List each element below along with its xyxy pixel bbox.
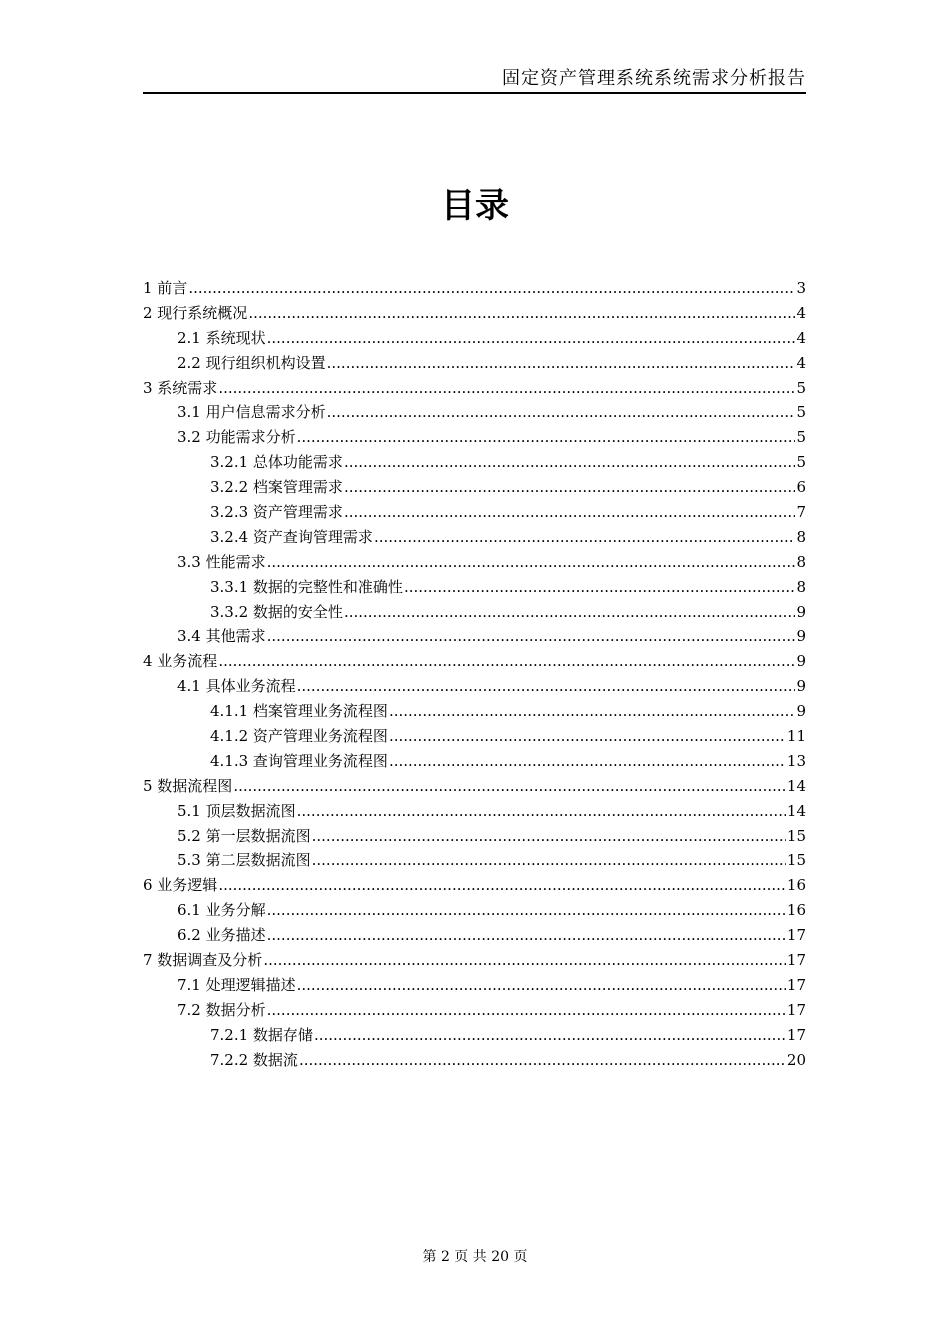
- toc-entry-label: 3.4 其他需求: [177, 627, 266, 646]
- toc-entry-page: 17: [786, 951, 806, 970]
- toc-entry-page: 8: [796, 552, 806, 571]
- toc-entry-label: 4.1.2 资产管理业务流程图: [210, 727, 388, 746]
- toc-entry[interactable]: [143, 278, 806, 303]
- toc-entry-page: 17: [786, 1025, 806, 1044]
- toc-entry-page: 15: [786, 851, 806, 870]
- toc-dot-leader: [327, 353, 796, 373]
- toc-entry-label: 6.1 业务分解: [177, 901, 266, 920]
- toc-dot-leader: [344, 477, 796, 497]
- toc-entry-page: 5: [796, 378, 806, 397]
- toc-entry[interactable]: [143, 303, 806, 328]
- toc-entry-label: 5.3 第二层数据流图: [177, 851, 311, 870]
- toc-entry[interactable]: [143, 602, 806, 627]
- toc-dot-leader: [267, 626, 796, 646]
- toc-title: 目录: [441, 186, 509, 226]
- header-title: 固定资产管理系统系统需求分析报告: [502, 68, 806, 89]
- toc-entry-page: 16: [786, 901, 806, 920]
- toc-entry[interactable]: [143, 527, 806, 552]
- toc-entry[interactable]: [143, 402, 806, 427]
- toc-entry[interactable]: [143, 801, 806, 826]
- toc-dot-leader: [267, 328, 796, 348]
- toc-dot-leader: [389, 751, 786, 771]
- toc-entry[interactable]: [143, 477, 806, 502]
- toc-entry-label: 3.2 功能需求分析: [177, 428, 296, 447]
- toc-entry-label: 4.1 具体业务流程: [177, 677, 296, 696]
- page-header: [143, 64, 806, 94]
- toc-entry[interactable]: [143, 1000, 806, 1025]
- toc-entry[interactable]: [143, 826, 806, 851]
- toc-dot-leader: [297, 676, 796, 696]
- toc-dot-leader: [267, 925, 786, 945]
- toc-entry-label: 3.2.4 资产查询管理需求: [210, 527, 373, 546]
- toc-entry[interactable]: [143, 378, 806, 403]
- toc-entry[interactable]: [143, 502, 806, 527]
- toc-entry[interactable]: [143, 1050, 806, 1075]
- toc-dot-leader: [344, 452, 796, 472]
- toc-entry-page: 9: [796, 602, 806, 621]
- toc-entry-label: 2.1 系统现状: [177, 328, 266, 347]
- toc-entry-page: 4: [796, 328, 806, 347]
- toc-entry-label: 7 数据调查及分析: [143, 951, 263, 970]
- toc-entry[interactable]: [143, 353, 806, 378]
- toc-entry-page: 9: [796, 627, 806, 646]
- toc-entry-label: 5.1 顶层数据流图: [177, 801, 296, 820]
- toc-entry-label: 7.2.1 数据存储: [210, 1025, 313, 1044]
- toc-entry-page: 14: [786, 801, 806, 820]
- toc-dot-leader: [312, 850, 786, 870]
- toc-entry-label: 5 数据流程图: [143, 776, 233, 795]
- toc-dot-leader: [297, 427, 796, 447]
- toc-entry[interactable]: [143, 577, 806, 602]
- toc-entry[interactable]: [143, 975, 806, 1000]
- toc-dot-leader: [218, 378, 795, 398]
- toc-entry[interactable]: [143, 552, 806, 577]
- toc-entry-label: 4.1.1 档案管理业务流程图: [210, 702, 388, 721]
- toc-entry[interactable]: [143, 726, 806, 751]
- toc-entry-page: 9: [796, 702, 806, 721]
- toc-entry-page: 9: [796, 677, 806, 696]
- toc-entry-page: 8: [796, 527, 806, 546]
- toc-entry-label: 6 业务逻辑: [143, 876, 218, 895]
- toc-entry[interactable]: [143, 676, 806, 701]
- toc-entry[interactable]: [143, 900, 806, 925]
- toc-entry[interactable]: [143, 925, 806, 950]
- toc-entry-page: 5: [796, 403, 806, 422]
- toc-entry[interactable]: [143, 950, 806, 975]
- toc-entry-page: 8: [796, 577, 806, 596]
- toc-entry-page: 3: [796, 279, 806, 297]
- toc-entry-label: 2.2 现行组织机构设置: [177, 353, 326, 372]
- toc-dot-leader: [299, 1050, 786, 1070]
- toc-entry[interactable]: [143, 1025, 806, 1050]
- toc-entry-label: 3 系统需求: [143, 378, 218, 397]
- toc-entry[interactable]: [143, 850, 806, 875]
- toc-entry-page: 5: [796, 453, 806, 472]
- toc-entry-label: 7.1 处理逻辑描述: [177, 975, 296, 994]
- toc-entry-page: 6: [796, 478, 806, 497]
- toc-dot-leader: [344, 602, 796, 622]
- toc-entry-page: 20: [786, 1050, 806, 1069]
- toc-dot-leader: [233, 776, 786, 796]
- toc-dot-leader: [389, 726, 786, 746]
- toc-entry-label: 4 业务流程: [143, 652, 218, 671]
- toc-entry-page: 14: [786, 776, 806, 795]
- toc-entry[interactable]: [143, 626, 806, 651]
- toc-entry-page: 7: [796, 503, 806, 522]
- toc-entry[interactable]: [143, 427, 806, 452]
- toc-entry-page: 16: [786, 876, 806, 895]
- toc-entry-page: 11: [786, 727, 806, 746]
- toc-dot-leader: [248, 303, 795, 323]
- toc-entry-label: 3.2.2 档案管理需求: [210, 478, 343, 497]
- toc-dot-leader: [314, 1025, 786, 1045]
- page-footer: 第 2 页 共 20 页: [422, 1249, 528, 1265]
- toc-dot-leader: [312, 826, 786, 846]
- toc-entry-label: 3.2.1 总体功能需求: [210, 453, 343, 472]
- toc-dot-leader: [267, 552, 796, 572]
- toc-dot-leader: [188, 278, 795, 298]
- toc-dot-leader: [327, 402, 796, 422]
- toc-entry-page: 15: [786, 826, 806, 845]
- toc-entry-label: 2 现行系统概况: [143, 303, 248, 322]
- toc-dot-leader: [218, 651, 795, 671]
- toc-dot-leader: [344, 502, 796, 522]
- toc-entry[interactable]: [143, 776, 806, 801]
- toc-entry-label: 3.2.3 资产管理需求: [210, 503, 343, 522]
- toc-entry-label: 1 前言: [143, 279, 188, 297]
- toc-entry-label: 3.3 性能需求: [177, 552, 266, 571]
- toc-dot-leader: [263, 950, 786, 970]
- toc-entry[interactable]: [143, 875, 806, 900]
- toc-dot-leader: [389, 701, 796, 721]
- toc-entry[interactable]: [143, 651, 806, 676]
- toc-entry-page: 17: [786, 975, 806, 994]
- toc-entry[interactable]: [143, 452, 806, 477]
- toc-entry-label: 7.2.2 数据流: [210, 1050, 298, 1069]
- toc-entry-page: 4: [796, 303, 806, 322]
- toc-entry-page: 4: [796, 353, 806, 372]
- toc-entry-page: 9: [796, 652, 806, 671]
- toc-entry-label: 5.2 第一层数据流图: [177, 826, 311, 845]
- toc-dot-leader: [267, 1000, 786, 1020]
- toc-entry-page: 17: [786, 926, 806, 945]
- toc-entry-label: 7.2 数据分析: [177, 1000, 266, 1019]
- toc-entry-label: 3.1 用户信息需求分析: [177, 403, 326, 422]
- toc-entry-label: 4.1.3 查询管理业务流程图: [210, 751, 388, 770]
- toc-entry-label: 3.3.1 数据的完整性和准确性: [210, 577, 403, 596]
- toc-dot-leader: [374, 527, 796, 547]
- toc-dot-leader: [267, 900, 786, 920]
- table-of-contents: [143, 278, 806, 1075]
- toc-entry-label: 6.2 业务描述: [177, 926, 266, 945]
- toc-entry[interactable]: [143, 701, 806, 726]
- toc-entry-page: 17: [786, 1000, 806, 1019]
- toc-dot-leader: [218, 875, 786, 895]
- toc-dot-leader: [297, 801, 786, 821]
- toc-dot-leader: [404, 577, 796, 597]
- toc-entry-page: 5: [796, 428, 806, 447]
- toc-entry-label: 3.3.2 数据的安全性: [210, 602, 343, 621]
- toc-entry[interactable]: [143, 328, 806, 353]
- toc-entry-page: 13: [786, 751, 806, 770]
- toc-entry[interactable]: [143, 751, 806, 776]
- toc-dot-leader: [297, 975, 786, 995]
